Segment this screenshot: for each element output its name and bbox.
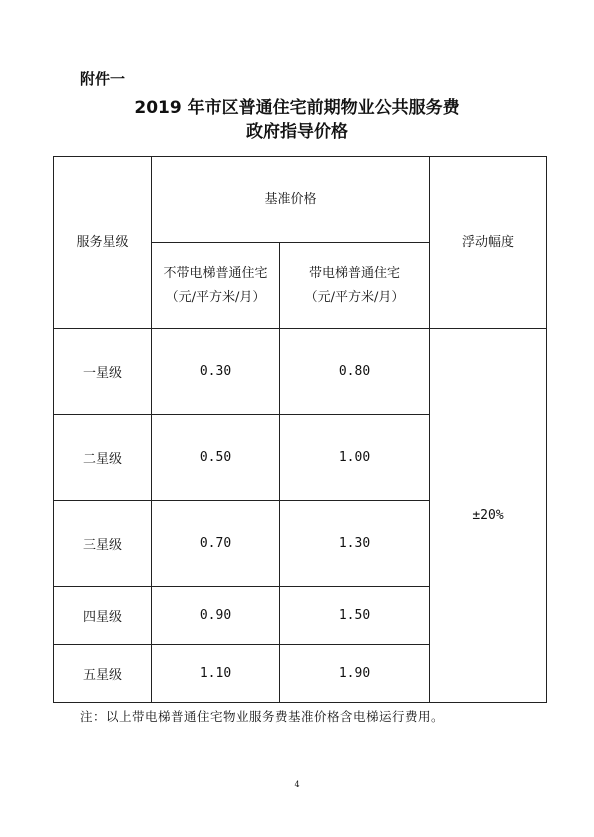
page-title: 2019 年市区普通住宅前期物业公共服务费: [134, 98, 460, 118]
attachment-label: 附件一: [80, 70, 126, 88]
page-number: 4: [294, 780, 300, 789]
row-no-elevator-price: 0.70: [152, 501, 280, 587]
row-no-elevator-price: 0.90: [152, 587, 280, 645]
table-header-row: [54, 157, 547, 243]
row-elevator-price: 1.00: [280, 415, 430, 501]
row-level: 一星级: [54, 329, 152, 415]
table-row: [54, 329, 547, 415]
header-float-range: 浮动幅度: [430, 157, 547, 329]
row-level: 五星级: [54, 645, 152, 703]
header-service-level: 服务星级: [54, 157, 152, 329]
row-elevator-price: 0.80: [280, 329, 430, 415]
row-level: 三星级: [54, 501, 152, 587]
row-level: 二星级: [54, 415, 152, 501]
row-elevator-price: 1.90: [280, 645, 430, 703]
row-elevator-price: 1.50: [280, 587, 430, 645]
header-no-elevator: 不带电梯普通住宅 （元/平方米/月）: [152, 243, 280, 329]
row-level: 四星级: [54, 587, 152, 645]
table-footnote: 注：以上带电梯普通住宅物业服务费基准价格含电梯运行费用。: [80, 709, 445, 724]
float-range-value: ±20%: [430, 329, 547, 703]
page-subtitle: 政府指导价格: [246, 122, 348, 142]
price-table: [53, 156, 547, 703]
header-elevator: 带电梯普通住宅 （元/平方米/月）: [280, 243, 430, 329]
row-no-elevator-price: 0.30: [152, 329, 280, 415]
row-elevator-price: 1.30: [280, 501, 430, 587]
row-no-elevator-price: 0.50: [152, 415, 280, 501]
row-no-elevator-price: 1.10: [152, 645, 280, 703]
header-base-price: 基准价格: [152, 157, 430, 243]
